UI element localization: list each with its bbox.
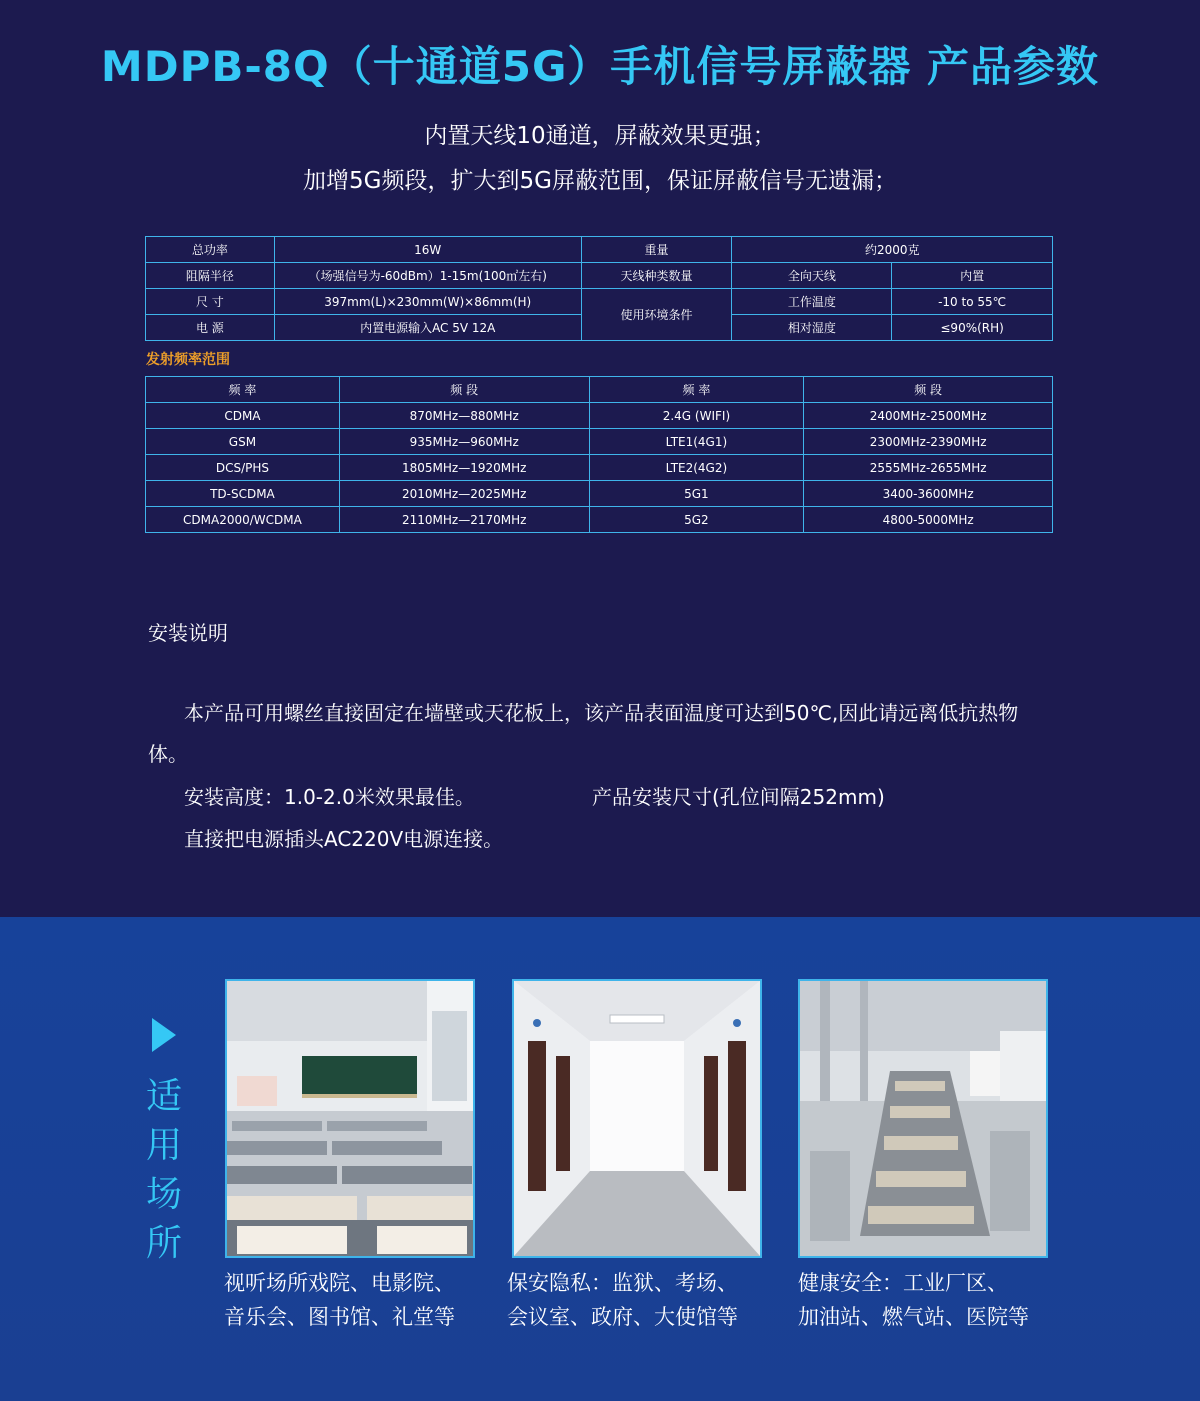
table-cell: 3400-3600MHz [804, 481, 1053, 507]
table-row [146, 429, 1053, 455]
table-cell: LTE2(4G2) [589, 455, 804, 481]
env-label: 使用环境条件 [581, 289, 732, 341]
size-value: 397mm(L)×230mm(W)×86mm(H) [274, 289, 581, 315]
table-cell: 2300MHz-2390MHz [804, 429, 1053, 455]
install-hole-size: 产品安装尺寸(孔位间隔252mm) [592, 785, 885, 809]
play-arrow-icon [152, 1018, 176, 1052]
size-label: 尺 寸 [146, 289, 275, 315]
heading-char: 场 [145, 1174, 182, 1215]
classroom-photo [225, 979, 475, 1258]
power-label: 总功率 [146, 237, 275, 263]
table-row [146, 403, 1053, 429]
caption-line: 音乐会、图书馆、礼堂等 [224, 1305, 455, 1329]
freq-section-label: 发射频率范围 [146, 352, 230, 368]
subtitle-line-2: 加增5G频段，扩大到5G屏蔽范围，保证屏蔽信号无遗漏； [303, 168, 897, 194]
application-caption-venues [224, 1266, 455, 1334]
power-value: 16W [274, 237, 581, 263]
applications-heading [144, 1072, 184, 1268]
page-title: MDPB-8Q（十通道5G）手机信号屏蔽器 产品参数 [100, 42, 1100, 91]
install-heading: 安装说明 [148, 621, 228, 645]
factory-photo [798, 979, 1048, 1258]
heading-char: 所 [145, 1223, 182, 1264]
table-cell: CDMA2000/WCDMA [146, 507, 340, 533]
table-cell: GSM [146, 429, 340, 455]
table-row [146, 481, 1053, 507]
freq-table [145, 376, 1053, 533]
temp-label: 工作温度 [732, 289, 892, 315]
table-cell: 2110MHz—2170MHz [339, 507, 589, 533]
caption-line: 会议室、政府、大使馆等 [507, 1305, 738, 1329]
install-power: 直接把电源插头AC220V电源连接。 [184, 827, 504, 851]
table-cell: 2.4G (WIFI) [589, 403, 804, 429]
caption-line: 健康安全：工业厂区、 [798, 1271, 1008, 1295]
table-row [146, 289, 1053, 315]
table-cell: DCS/PHS [146, 455, 340, 481]
subtitle-line-1: 内置天线10通道，屏蔽效果更强； [424, 123, 776, 149]
table-cell: 5G2 [589, 507, 804, 533]
heading-char: 用 [145, 1125, 182, 1166]
table-row [146, 455, 1053, 481]
corridor-photo [512, 979, 762, 1258]
weight-value: 约2000克 [732, 237, 1053, 263]
table-cell: 935MHz—960MHz [339, 429, 589, 455]
antenna-type: 全向天线 [732, 263, 892, 289]
caption-line: 保安隐私：监狱、考场、 [507, 1271, 738, 1295]
application-caption-safety [798, 1266, 1029, 1334]
table-cell: LTE1(4G1) [589, 429, 804, 455]
antenna-label: 天线种类数量 [581, 263, 732, 289]
install-height: 安装高度：1.0-2.0米效果最佳。 [184, 785, 475, 809]
table-cell: 870MHz—880MHz [339, 403, 589, 429]
table-row [146, 237, 1053, 263]
humidity-label: 相对湿度 [732, 315, 892, 341]
application-caption-security [507, 1266, 738, 1334]
power-supply-value: 内置电源输入AC 5V 12A [274, 315, 581, 341]
table-cell: 2400MHz-2500MHz [804, 403, 1053, 429]
band-header: 频 段 [339, 377, 589, 403]
power-supply-label: 电 源 [146, 315, 275, 341]
install-paragraph-1: 本产品可用螺丝直接固定在墙壁或天花板上，该产品表面温度可达到50℃,因此请远离低抗热物体。 [148, 701, 1019, 766]
table-header-row [146, 377, 1053, 403]
table-cell: 2010MHz—2025MHz [339, 481, 589, 507]
table-row [146, 507, 1053, 533]
table-cell: 5G1 [589, 481, 804, 507]
table-cell: 4800-5000MHz [804, 507, 1053, 533]
table-cell: 1805MHz—1920MHz [339, 455, 589, 481]
freq-header: 频 率 [146, 377, 340, 403]
radius-value: （场强信号为-60dBm）1-15m(100㎡左右) [274, 263, 581, 289]
radius-label: 阻隔半径 [146, 263, 275, 289]
temp-value: -10 to 55℃ [892, 289, 1053, 315]
caption-line: 加油站、燃气站、医院等 [798, 1305, 1029, 1329]
params-table [145, 236, 1053, 341]
caption-line: 视听场所戏院、电影院、 [224, 1271, 455, 1295]
table-cell: TD-SCDMA [146, 481, 340, 507]
antenna-value: 内置 [892, 263, 1053, 289]
freq-header: 频 率 [589, 377, 804, 403]
table-cell: CDMA [146, 403, 340, 429]
humidity-value: ≤90%(RH) [892, 315, 1053, 341]
weight-label: 重量 [581, 237, 732, 263]
table-row [146, 263, 1053, 289]
band-header: 频 段 [804, 377, 1053, 403]
table-cell: 2555MHz-2655MHz [804, 455, 1053, 481]
heading-char: 适 [145, 1076, 182, 1117]
